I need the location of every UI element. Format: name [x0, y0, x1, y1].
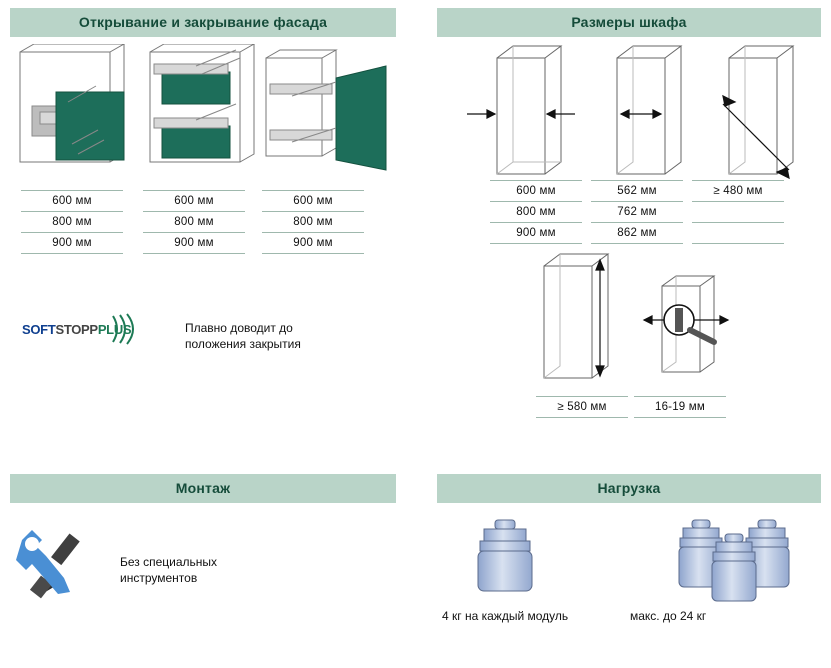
section-mounting-title: Монтаж — [10, 474, 396, 503]
cabinet-diagram-width-outer — [497, 46, 561, 174]
spec-cell — [692, 202, 784, 223]
spec-cell: ≥ 580 мм — [536, 396, 628, 418]
weight-group-front — [712, 534, 756, 601]
facade-diagram-3 — [266, 50, 386, 170]
cabinet-illustrations-top — [437, 44, 821, 184]
load-caption-right: макс. до 24 кг — [630, 609, 707, 623]
load-illustrations — [462, 514, 802, 606]
cabinet-arrow-height — [596, 260, 604, 376]
cabinet-diagram-depth — [729, 46, 793, 174]
cabinet-diagram-group-bottom — [520, 250, 770, 385]
mounting-caption — [120, 554, 320, 586]
cabinet-spec-column-2 — [591, 180, 683, 244]
softstopp-caption — [185, 320, 365, 352]
cabinet-diagram-width-inner — [617, 46, 681, 174]
facade-diagram-group — [10, 44, 396, 184]
spec-cell: 800 мм — [143, 212, 245, 233]
cabinet-arrow-outer — [467, 110, 575, 118]
section-facade-title: Открывание и закрывание фасада — [10, 8, 396, 37]
cabinet-arrow-depth — [723, 96, 789, 178]
cabinet-arrow-inner — [621, 110, 661, 118]
facade-diagram-2 — [150, 44, 254, 162]
softstopp-caption-line1: Плавно доводит до — [185, 321, 293, 335]
cabinet-diagram-height — [544, 254, 608, 378]
spec-cell: 562 мм — [591, 180, 683, 202]
mounting-caption-line1: Без специальных — [120, 555, 218, 569]
softstopp-caption-line2: положения закрытия — [185, 337, 301, 351]
spec-cell: 16-19 мм — [634, 396, 726, 418]
section-cabinet-title: Размеры шкафа — [437, 8, 821, 37]
spec-cell: 800 мм — [21, 212, 123, 233]
spec-cell: 600 мм — [21, 190, 123, 212]
magnifier-icon — [664, 305, 714, 342]
weights-diagram — [462, 514, 802, 606]
facade-spec-column-2 — [143, 190, 245, 254]
spec-cell: 900 мм — [262, 233, 364, 254]
cabinet-spec-column-1 — [490, 180, 582, 244]
spec-cell: 800 мм — [262, 212, 364, 233]
section-facade — [10, 8, 396, 37]
section-cabinet — [437, 8, 821, 37]
spec-cell: ≥ 480 мм — [692, 180, 784, 202]
facade-diagram-1 — [20, 44, 124, 162]
softstopp-arcs-icon — [111, 312, 141, 346]
tools-icon — [12, 522, 104, 606]
section-mounting — [10, 474, 396, 503]
logo-part-plus: PLUS — [97, 322, 132, 337]
cabinet-spec-column-3 — [692, 180, 784, 244]
spec-cell: 900 мм — [143, 233, 245, 254]
cabinet-illustrations-bottom — [520, 250, 770, 385]
logo-part-soft: SOFT — [22, 322, 56, 337]
facade-illustrations — [10, 44, 396, 184]
spec-cell — [692, 223, 784, 244]
weight-single — [478, 520, 532, 591]
spec-cell: 600 мм — [490, 180, 582, 202]
spec-cell: 800 мм — [490, 202, 582, 223]
spec-cell: 600 мм — [143, 190, 245, 212]
logo-part-stopp: STOPP — [55, 322, 98, 337]
facade-spec-column-3 — [262, 190, 364, 254]
section-load — [437, 474, 821, 503]
spec-cell: 762 мм — [591, 202, 683, 223]
cabinet-spec-column-4 — [536, 396, 628, 418]
spec-cell: 900 мм — [21, 233, 123, 254]
spec-cell: 600 мм — [262, 190, 364, 212]
facade-spec-column-1 — [21, 190, 123, 254]
cabinet-spec-column-5 — [634, 396, 726, 418]
load-caption-left: 4 кг на каждый модуль — [442, 609, 569, 623]
section-load-title: Нагрузка — [437, 474, 821, 503]
cabinet-diagram-group-top — [437, 44, 821, 184]
spec-cell: 862 мм — [591, 223, 683, 244]
spec-cell: 900 мм — [490, 223, 582, 244]
mounting-caption-line2: инструментов — [120, 571, 198, 585]
